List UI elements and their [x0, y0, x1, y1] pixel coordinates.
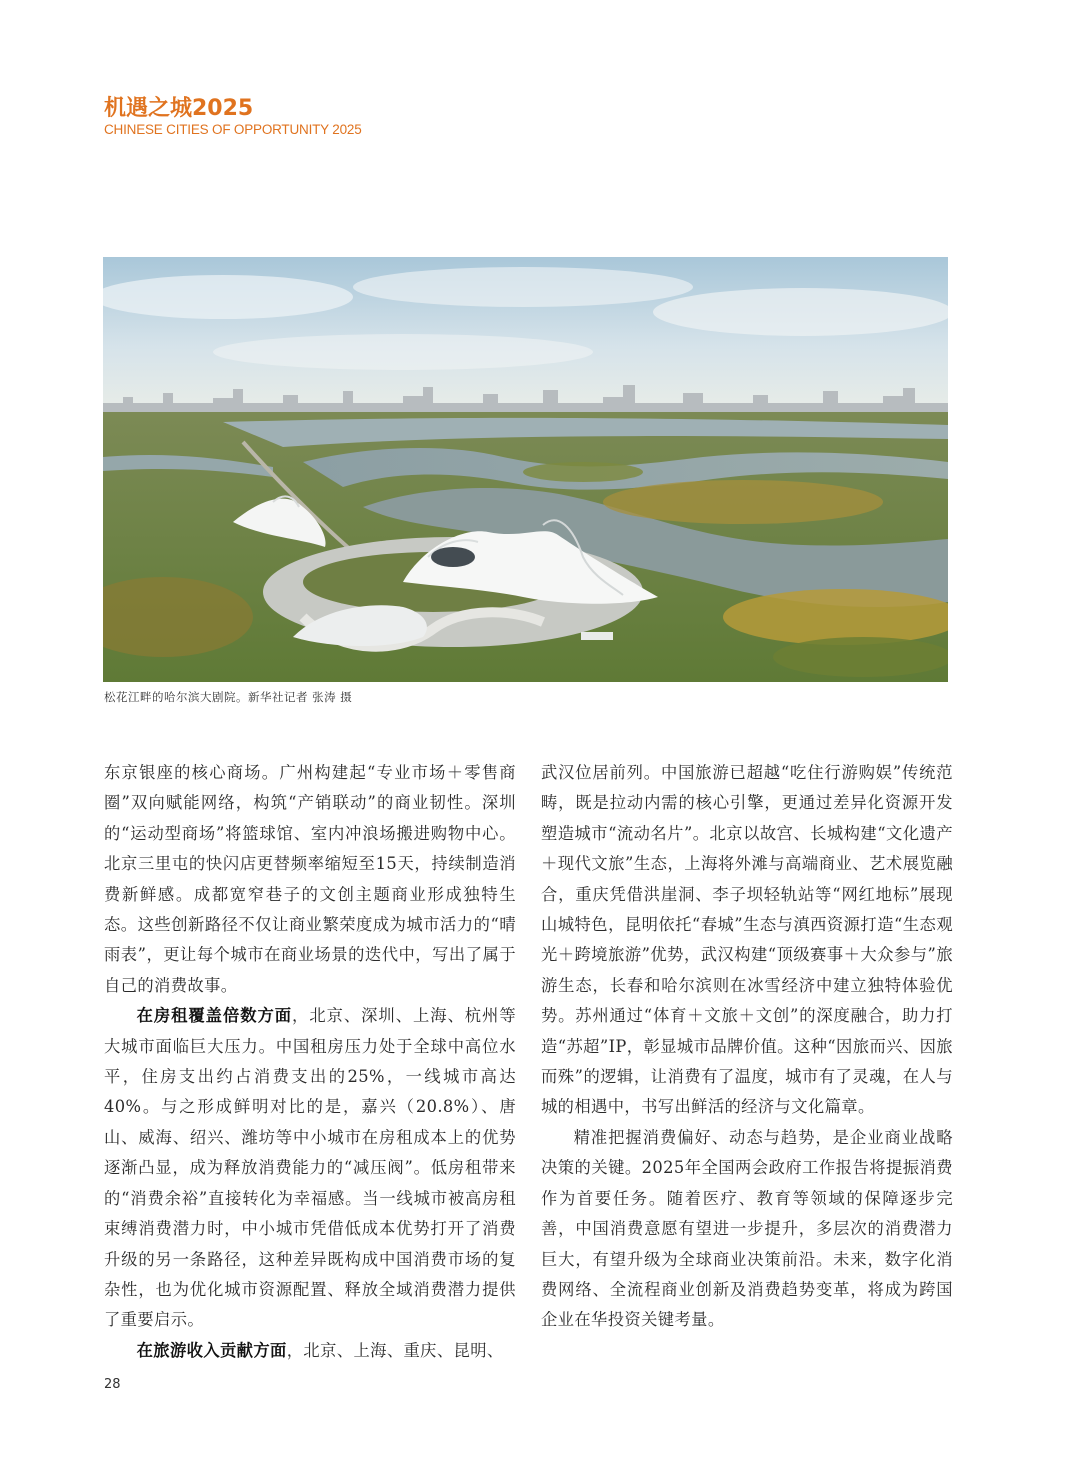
left-paragraph-1: 东京银座的核心商场。广州构建起“专业市场＋零售商圈”双向赋能网络，构筑“产销联动”的商业韧性。深圳的“运动型商场”将篮球馆、室内冲浪场搬进购物中心。北京三里屯的快闪店更替频率缩短至15天，持续制造消费新鲜感。成都宽窄巷子的文创主题商业形成独特生态。这些创新路径不仅让商业繁荣度成为城市活力的“晴雨表”，更让每个城市在商业场景的迭代中，写出了属于自己的消费故事。 [104, 763, 516, 995]
page-number: 28 [104, 1377, 121, 1392]
running-header [104, 96, 362, 138]
left-paragraph-2-body: ，北京、深圳、上海、杭州等大城市面临巨大压力。中国租房压力处于全球中高位水平，住房支出约占消费支出的25%，一线城市高达40%。与之形成鲜明对比的是，嘉兴（20.8%）、唐山、威海、绍兴、潍坊等中小城市在房租成本上的优势逐渐凸显，成为释放消费能力的“减压阀”。低房租带来的“消费余裕”直接转化为幸福感。当一线城市被高房租束缚消费潜力时，中小城市凭借低成本优势打开了消费升级的另一条路径，这种差异既构成中国消费市场的复杂性，也为优化城市资源配置、释放全域消费潜力提供了重要启示。 [104, 1006, 516, 1330]
right-column [541, 758, 953, 1336]
left-paragraph-3-lead: 在旅游收入贡献方面 [136, 1340, 287, 1360]
left-paragraph-2-lead: 在房租覆盖倍数方面 [136, 1006, 293, 1026]
left-column [104, 758, 516, 1366]
right-paragraph-2: 精准把握消费偏好、动态与趋势，是企业商业战略决策的关键。2025年全国两会政府工作报告将提振消费作为首要任务。随着医疗、教育等领域的保障逐步完善，中国消费意愿有望进一步提升，多层次的消费潜力巨大，有望升级为全球商业决策前沿。未来，数字化消费网络、全流程商业创新及消费趋势变革，将成为跨国企业在华投资关键考量。 [541, 1127, 953, 1330]
left-paragraph-2 [104, 1001, 516, 1335]
left-paragraph-3 [104, 1336, 516, 1366]
photo-caption: 松花江畔的哈尔滨大剧院。新华社记者 张涛 摄 [104, 690, 353, 704]
right-paragraph-1: 武汉位居前列。中国旅游已超越“吃住行游购娱”传统范畴，既是拉动内需的核心引擎，更通过差异化资源开发塑造城市“流动名片”。北京以故宫、长城构建“文化遗产＋现代文旅”生态，上海将外滩与高端商业、艺术展览融合，重庆凭借洪崖洞、李子坝轻轨站等“网红地标”展现山城特色，昆明依托“春城”生态与滇西资源打造“生态观光＋跨境旅游”优势，武汉构建“顶级赛事＋大众参与”旅游生态，长春和哈尔滨则在冰雪经济中建立独特体验优势。苏州通过“体育＋文旅＋文创”的深度融合，助力打造“苏超”IP，彰显城市品牌价值。这种“因旅而兴、因旅而殊”的逻辑，让消费有了温度，城市有了灵魂，在人与城的相遇中，书写出鲜活的经济与文化篇章。 [541, 763, 953, 1117]
header-title: 机遇之城2025 [104, 96, 254, 121]
header-subtitle: CHINESE CITIES OF OPPORTUNITY 2025 [104, 122, 362, 137]
left-paragraph-3-body: ，北京、上海、重庆、昆明、 [286, 1340, 504, 1360]
harbin-grand-theatre-photo [103, 257, 948, 682]
